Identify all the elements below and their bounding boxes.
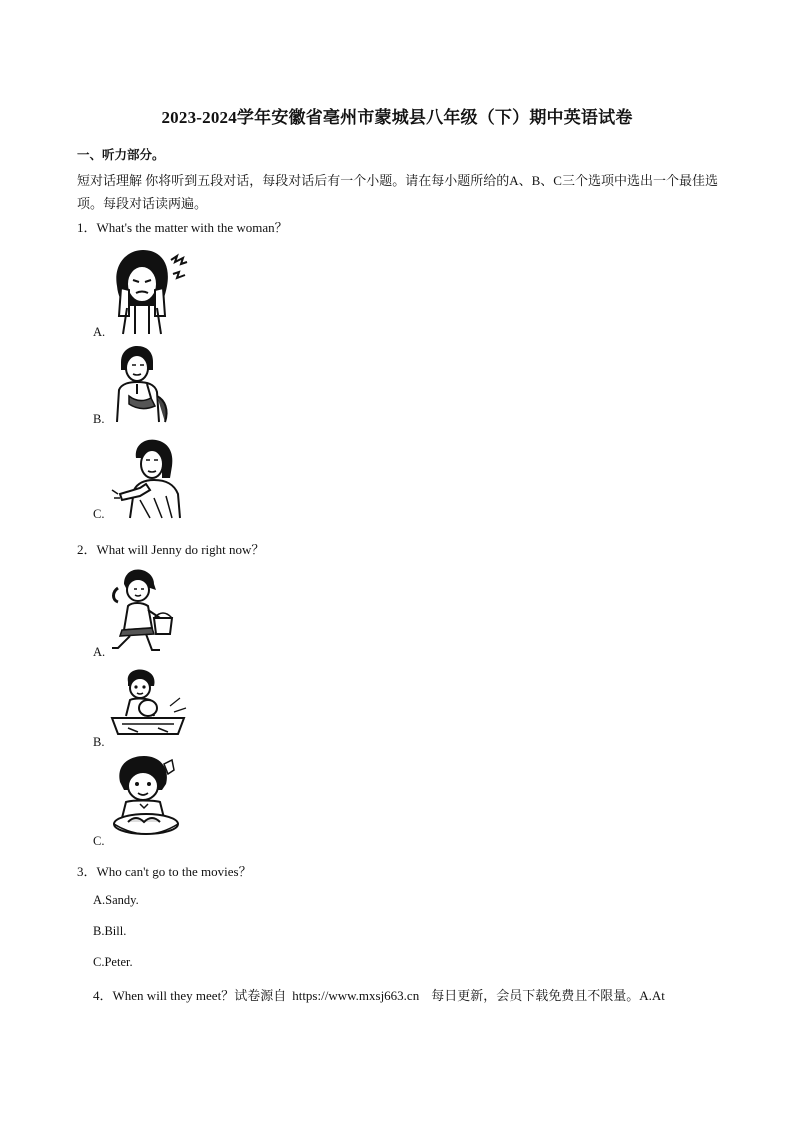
option-label: A.	[93, 893, 106, 907]
q2-option-c-label: C.	[93, 834, 105, 848]
woman-sore-throat-illustration	[110, 438, 186, 520]
question-number: 1．	[77, 220, 97, 235]
question-number: 4．	[93, 988, 113, 1003]
q1-option-b-label: B.	[93, 412, 105, 426]
girl-washing-clothes-illustration	[106, 754, 186, 838]
question-number: 2．	[77, 542, 97, 557]
source-suffix: 每日更新，会员下载免费且不限量。	[431, 988, 640, 1003]
question-text: When will they meet？	[112, 988, 235, 1003]
question-3	[77, 861, 252, 880]
question-2	[77, 539, 264, 558]
question-number: 3．	[77, 864, 97, 879]
section-heading: 一、听力部分。	[77, 148, 165, 162]
q3-option-b	[93, 924, 126, 939]
option-text: Sandy.	[105, 893, 139, 907]
instructions: 短对话理解 你将听到五段对话，每段对话后有一个小题。请在每小题所给的A、B、C三个选项中选出一个最佳选项。每段对话读两遍。	[77, 173, 718, 211]
q2-option-a-label: A.	[93, 645, 106, 659]
option-label: B.	[93, 924, 105, 938]
q1-option-a-label: A.	[93, 325, 106, 339]
question-text: What will Jenny do right now？	[96, 542, 265, 557]
q2-option-b-label: B.	[93, 735, 105, 749]
source-url-link[interactable]: https://www.mxsj663.cn	[292, 988, 420, 1003]
q3-option-c	[93, 955, 133, 970]
option-text: Peter.	[104, 955, 133, 969]
girl-washing-dishes-illustration	[108, 668, 188, 738]
page-title: 2023-2024学年安徽省亳州市蒙城县八年级（下）期中英语试卷	[161, 108, 633, 127]
girl-carrying-bucket-illustration	[108, 568, 180, 654]
question-4	[77, 985, 727, 1004]
woman-stomachache-illustration	[107, 344, 179, 424]
source-prefix: 试卷源自	[234, 988, 287, 1003]
option-label: C.	[93, 955, 105, 969]
question-1	[77, 217, 288, 236]
woman-headache-illustration	[107, 246, 189, 336]
question-text: Who can't go to the movies？	[96, 864, 252, 879]
question-text: What's the matter with the woman？	[96, 220, 288, 235]
option-text: Bill.	[104, 924, 127, 938]
option-a-partial: A.At	[639, 988, 665, 1003]
q1-option-c-label: C.	[93, 507, 105, 521]
q3-option-a	[93, 893, 139, 908]
